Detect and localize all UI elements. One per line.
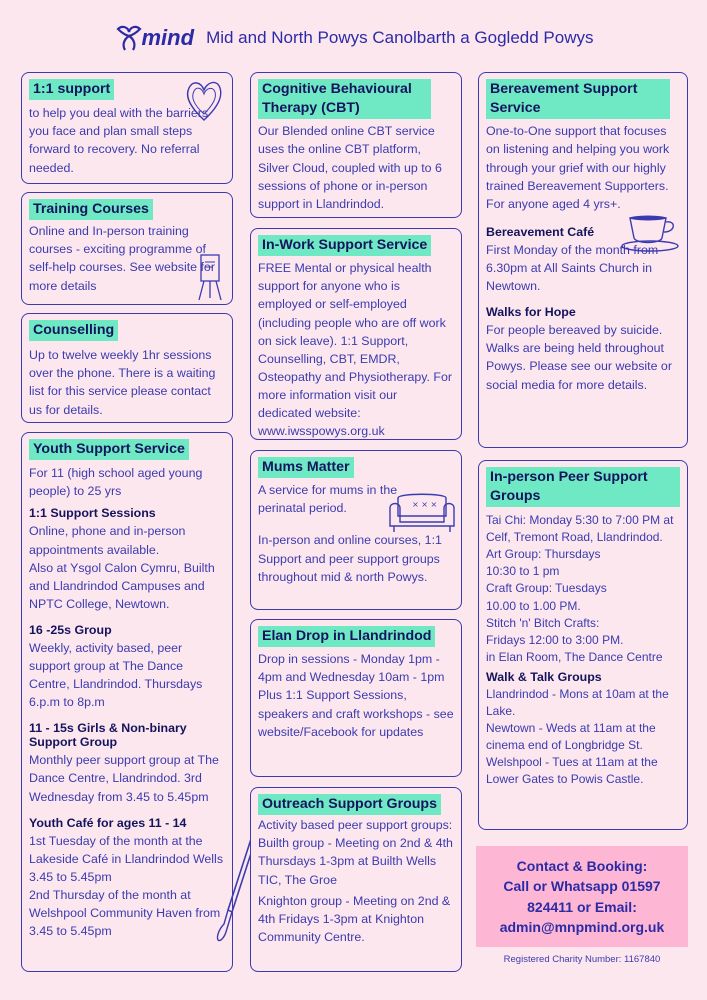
card-text: Plus 1:1 Support Sessions, speakers and craft workshops - see website/Facebook for updates: [258, 688, 454, 739]
card-title: Youth Support Service: [29, 439, 189, 460]
easel-doodle-icon: [196, 252, 224, 302]
card-text: For people bereaved by suicide. Walks are being held throughout Powys. Please see our website or social media for more details.: [486, 323, 672, 392]
mind-logo-icon: [114, 23, 144, 53]
card-title: Cognitive Behavioural Therapy (CBT): [258, 79, 431, 119]
subheading: 1:1 Support Sessions: [29, 506, 156, 521]
teacup-doodle-icon: [620, 208, 686, 254]
contact-phone[interactable]: Call or Whatsapp 01597: [503, 878, 661, 895]
card-title: Counselling: [29, 320, 118, 341]
subheading: Youth Café for ages 11 - 14: [29, 815, 187, 830]
card-title: In-person Peer Support Groups: [486, 467, 680, 507]
charity-number: Registered Charity Number: 1167840: [503, 954, 661, 965]
card-text: One-to-One support that focuses on listening and helping you work through your grief with our highly trained Bereavement Supporters. For anyone aged 4 yrs+.: [486, 124, 670, 211]
card-text: A service for mums in the perinatal period.: [258, 483, 398, 516]
subheading: Bereavement Café: [486, 224, 595, 239]
card-text: Weekly, activity based, peer support group at The Dance Centre, Llandrindod. Thursdays 6.p.m to 8p.m: [29, 640, 203, 710]
card-text: Knighton group - Meeting on 2nd & 4th Fridays 1-3pm at Knighton Community Centre.: [258, 893, 451, 944]
contact-phone-cont: 824411 or Email:: [527, 898, 637, 915]
card-youth-support[interactable]: [21, 432, 233, 972]
card-text: Drop in sessions - Monday 1pm - 4pm and Wednesday 10am - 1pm: [258, 652, 445, 685]
card-text: In-person and online courses, 1:1 Support and peer support groups throughout mid & north Powys.: [258, 533, 442, 584]
card-intro: For 11 (high school aged young people) to 25 yrs: [29, 466, 203, 499]
card-outreach-groups[interactable]: [250, 787, 462, 972]
card-text: Activity based peer support groups:: [258, 818, 453, 833]
card-title: Training Courses: [29, 199, 153, 220]
mind-logo[interactable]: [114, 23, 195, 53]
card-text: First Monday of the month from 6.30pm at All Saints Church in Newtown.: [486, 242, 659, 294]
card-title: Bereavement Support Service: [486, 79, 670, 119]
card-title: 1:1 support: [29, 79, 114, 100]
page-title: Mid and North Powys Canolbarth a Gogledd Powys: [206, 28, 594, 47]
card-text: 1st Tuesday of the month at the Lakeside Café in Llandrindod Wells 3.45 to 5.45pm 2nd Thursday of the month at Welshpool Community Haven from 3.45 to 5.45pm: [29, 833, 224, 939]
card-in-work-support[interactable]: [250, 228, 462, 440]
card-title: Elan Drop in Llandrindod: [258, 626, 435, 647]
logo-wordmark: mind: [141, 25, 195, 50]
card-cbt[interactable]: [250, 72, 462, 218]
card-text: Builth group - Meeting on 2nd & 4th Thursdays 1-3pm at Builth Wells TIC, The Groe: [258, 836, 453, 887]
card-title: Outreach Support Groups: [258, 794, 441, 815]
contact-heading: Contact & Booking:: [516, 857, 648, 874]
subheading: 11 - 15s Girls & Non-binary Support Group: [29, 721, 187, 750]
card-text: Our Blended online CBT service uses the online CBT platform, Silver Cloud, coupled with up to 6 sessions of phone or in-person support in Llandrindod.: [258, 124, 442, 211]
header: [0, 18, 707, 58]
card-text: FREE Mental or physical health support for anyone who is employed or self-employed (including people who are off work on sick leave). 1:1 Support, Counselling, CBT, EMDR, Osteopathy and Physiotherapy. For more information visit our dedicated website: www.iwsspowys.org.uk: [258, 261, 452, 439]
card-text: Tai Chi: Monday 5:30 to 7:00 PM at Celf, Tremont Road, Llandrindod. Art Group: Thursdays 10:30 to 1 pm Craft Group: Tuesdays 10.00 to 1.00 PM. Stitch 'n' Bitch Crafts: Fridays 12:00 to 3:00 PM. in Elan Room, The Dance Centre: [486, 513, 674, 664]
subheading: Walks for Hope: [486, 305, 576, 320]
card-title: In-Work Support Service: [258, 235, 431, 256]
card-text: Up to twelve weekly 1hr sessions over the phone. There is a waiting list for this service please contact us for details.: [29, 348, 216, 417]
card-title: Mums Matter: [258, 457, 354, 478]
contact-email-link[interactable]: admin@mnpmind.org.uk: [499, 918, 665, 935]
card-elan-drop-in[interactable]: [250, 619, 462, 777]
card-text: Monthly peer support group at The Dance Centre, Llandrindod. 3rd Wednesday from 3.45 to 5.45pm: [29, 753, 219, 804]
card-counselling[interactable]: [21, 313, 233, 423]
card-text: Online and In-person training courses - exciting programme of self-help courses. See website for more details: [29, 224, 215, 293]
card-text: to help you deal with the barriers you face and plan small steps forward to recovery. No referral needed.: [29, 106, 209, 175]
sofa-doodle-icon: [386, 490, 458, 534]
card-peer-support-groups[interactable]: [478, 460, 688, 830]
card-bereavement-support[interactable]: [478, 72, 688, 448]
contact-booking-box[interactable]: [476, 846, 688, 947]
heart-doodle-icon: [183, 76, 225, 124]
card-text: Llandrindod - Mons at 10am at the Lake. Newtown - Weds at 11am at the cinema end of Longbridge St. Welshpool - Tues at 11am at the Lower Gates to Powis Castle.: [486, 686, 669, 786]
svg-text:× × ×: × × ×: [412, 500, 438, 509]
subheading: Walk & Talk Groups: [486, 669, 602, 684]
card-text: Online, phone and in-person appointments available. Also at Ysgol Calon Cymru, Builth and Llandrindod Campuses and NPTC College, Newtown.: [29, 524, 215, 611]
subheading: 16 -25s Group: [29, 622, 112, 637]
